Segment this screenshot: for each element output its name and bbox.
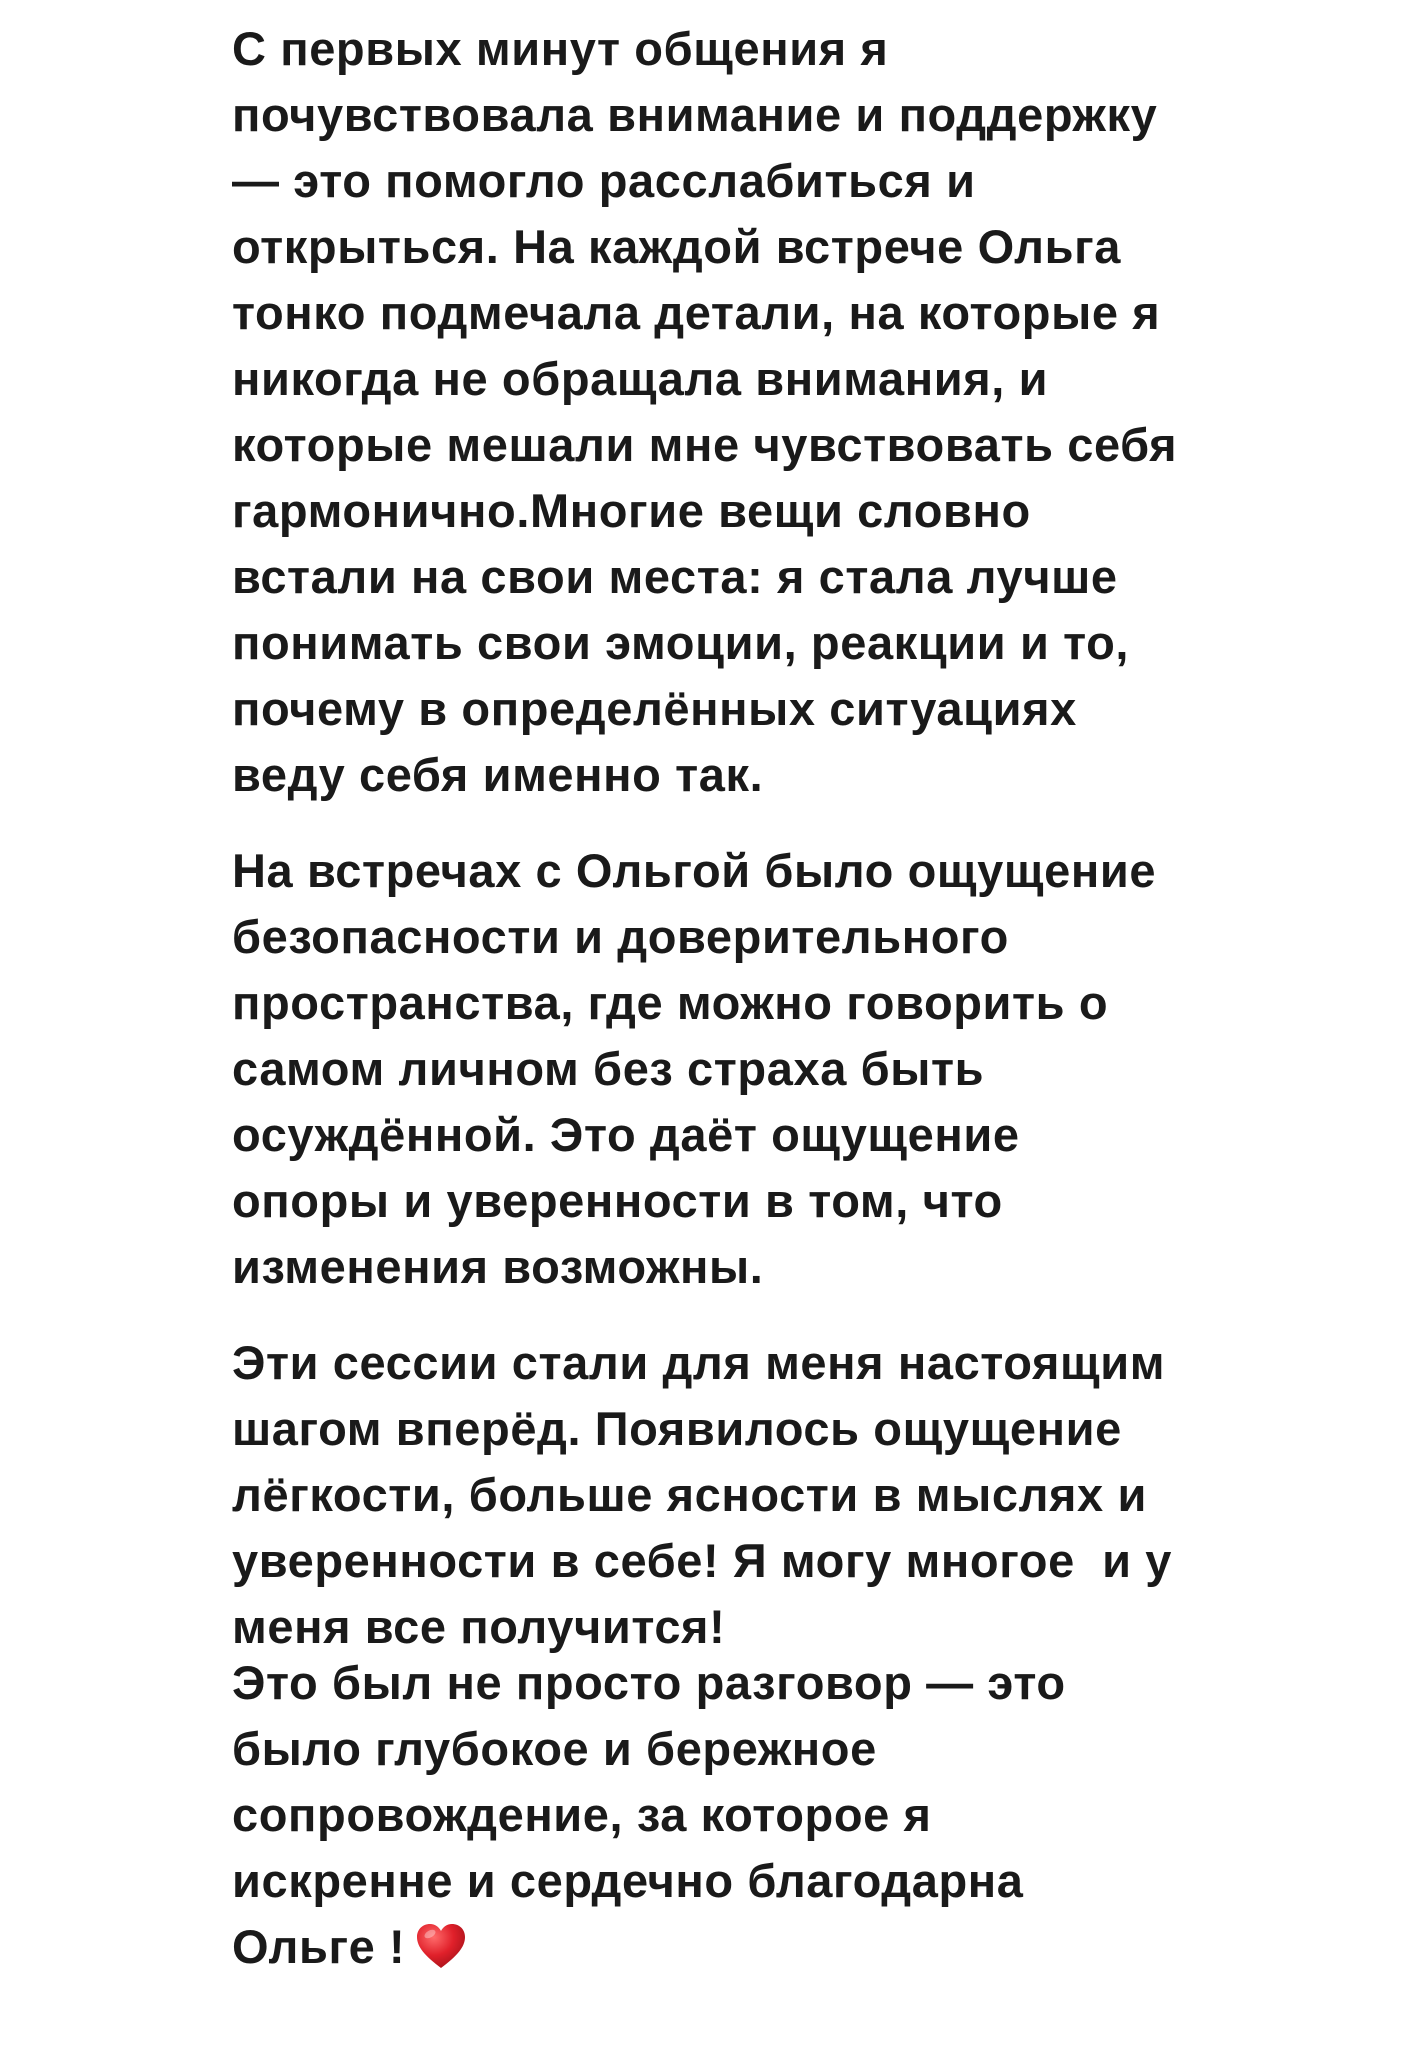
text-line: Эти сессии стали для меня настоящим [232,1336,1166,1389]
text-line: меня все получится! [232,1600,726,1653]
paragraph-1 [232,16,1232,808]
text-line: понимать свои эмоции, реакции и то, [232,616,1130,669]
text-line: уверенности в себе! Я могу многое и у [232,1534,1173,1587]
text-line: никогда не обращала внимания, и [232,352,1049,405]
text-line: Это был не просто разговор — это [232,1656,1066,1709]
paragraph-4 [232,1650,1232,1980]
text-line: гармонично.Многие вещи словно [232,484,1031,537]
text-line: лёгкости, больше ясности в мыслях и [232,1468,1147,1521]
text-line: безопасности и доверительного [232,910,1009,963]
text-line: самом личном без страха быть [232,1042,985,1095]
text-line: шагом вперёд. Появилось ощущение [232,1402,1122,1455]
paragraph-2 [232,838,1232,1300]
text-line: — это помогло расслабиться и [232,154,976,207]
text-line: было глубокое и бережное [232,1722,877,1775]
text-line: осуждённой. Это даёт ощущение [232,1108,1020,1161]
paragraph-3 [232,1330,1232,1660]
text-line: которые мешали мне чувствовать себя [232,418,1178,471]
text-line: опоры и уверенности в том, что [232,1174,1003,1227]
text-line: пространства, где можно говорить о [232,976,1109,1029]
text-line: встали на свои места: я стала лучше [232,550,1118,603]
text-line: открыться. На каждой встрече Ольга [232,220,1121,273]
text-line: веду себя именно так. [232,748,764,801]
text-line: искренне и сердечно благодарна [232,1854,1024,1907]
text-line-with-emoji [232,1914,1232,1980]
text-line: тонко подмечала детали, на которые я [232,286,1161,339]
text-line: почувствовала внимание и поддержку [232,88,1158,141]
text-line: Ольге ! [232,1920,406,1973]
text-line: сопровождение, за которое я [232,1788,932,1841]
heart-icon [415,1921,467,1973]
text-line: почему в определённых ситуациях [232,682,1077,735]
text-line: На встречах с Ольгой было ощущение [232,844,1157,897]
text-line: изменения возможны. [232,1240,764,1293]
text-line: С первых минут общения я [232,22,889,75]
